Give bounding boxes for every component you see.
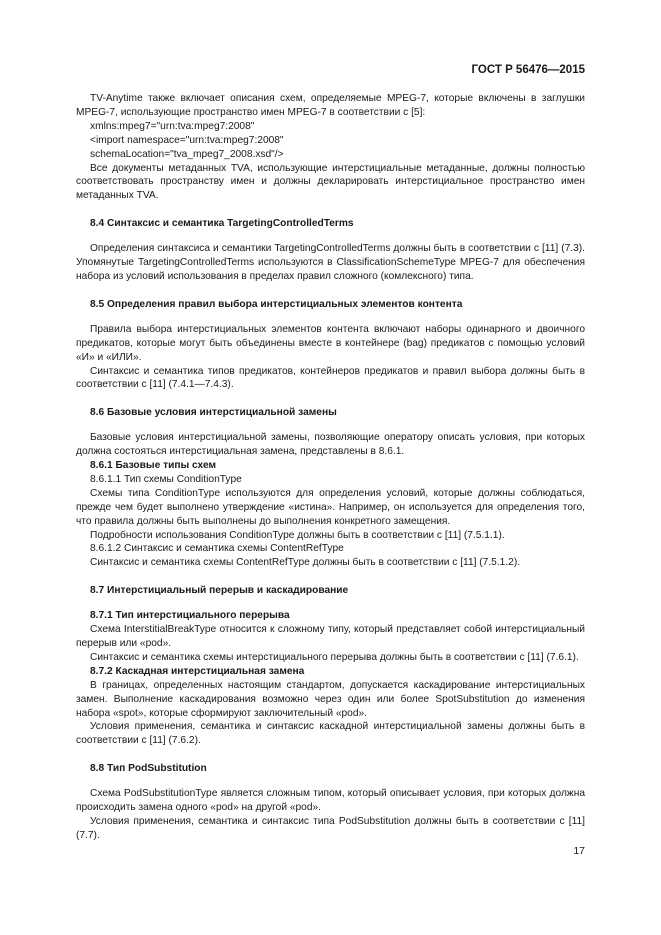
code-line: <import namespace="urn:tva:mpeg7:2008" bbox=[90, 134, 284, 146]
paragraph: Синтаксис и семантика типов предикатов, контейнеров предикатов и правил выбора должны быть в соответствии с [11] (7.4.1—7.4.3). bbox=[76, 365, 585, 391]
paragraph: Правила выбора интерстициальных элементов контента включают наборы одинарного и двоичного предикатов, которые могут быть объединены вместе в контейнере (bag) предикатов с помощью условий «И» и «ИЛИ». bbox=[76, 323, 585, 363]
section-heading-8-4: 8.4 Синтаксис и семантика TargetingControlledTerms bbox=[90, 218, 354, 230]
subsection-heading-8-7-1: 8.7.1 Тип интерстициального перерыва bbox=[90, 610, 290, 622]
paragraph: Все документы метаданных TVA, использующие интерстициальные метаданные, должны полностью соответствовать пространству имен и должны декларировать интерстициальное пространство имен метаданных TVA. bbox=[76, 162, 585, 202]
section-heading-8-6: 8.6 Базовые условия интерстициальной замены bbox=[90, 407, 337, 419]
paragraph: Синтаксис и семантика схемы интерстициального перерыва должны быть в соответствии с [11] (7.6.1). bbox=[90, 651, 579, 663]
paragraph: Определения синтаксиса и семантики TargetingControlledTerms должны быть в соответствии с [11] (7.3). Упомянутые TargetingControlledTerms используются в ClassificationSchemeType MPEG-7 для обеспечения набора из условий использования в пределах правил сложного (комлексного) типа. bbox=[76, 243, 585, 282]
section-heading-8-5: 8.5 Определения правил выбора интерстициальных элементов контента bbox=[90, 298, 463, 310]
subsection-heading-8-6-1-2: 8.6.1.2 Синтаксис и семантика схемы ContentRefType bbox=[90, 543, 344, 555]
paragraph: Условия применения, семантика и синтаксис каскадной интерстициальной замены должны быть в соответствии с [11] (7.6.2). bbox=[76, 721, 585, 747]
paragraph: Схема PodSubstitutionType является сложным типом, который описывает условия, при которых должна происходить замена одного «pod» на другой «pod». bbox=[76, 788, 585, 814]
section-heading-8-7: 8.7 Интерстициальный перерыв и каскадирование bbox=[90, 585, 349, 597]
section-heading-8-8: 8.8 Тип PodSubstitution bbox=[90, 763, 207, 775]
paragraph: Схема InterstitialBreakType относится к сложному типу, который представляет собой интерстициальный перерыв или «pod». bbox=[76, 624, 585, 649]
code-line: schemaLocation="tva_mpeg7_2008.xsd"/> bbox=[90, 148, 284, 160]
paragraph: TV-Anytime также включает описания схем, определяемые MPEG-7, которые включены в заглушки MPEG-7, использующие пространство имен MPEG-7 в соответствии с [5]: bbox=[76, 93, 585, 118]
subsection-heading-8-7-2: 8.7.2 Каскадная интерстициальная замена bbox=[90, 665, 305, 677]
document-number: ГОСТ Р 56476—2015 bbox=[471, 64, 585, 76]
paragraph: В границах, определенных настоящим стандартом, допускается каскадирование интерстициальных замен. Выполнение каскадирования возможно через один или более SpotSubstitution до изменения набора «spot», которые сформируют заключительный «pod». bbox=[76, 679, 585, 719]
paragraph: Синтаксис и семантика схемы ContentRefType должны быть в соответствии с [11] (7.5.1.2). bbox=[90, 557, 521, 569]
page-number: 17 bbox=[573, 845, 585, 857]
document-body bbox=[76, 92, 585, 843]
paragraph: Условия применения, семантика и синтаксис типа PodSubstitution должны быть в соответствии с [11] (7.7). bbox=[76, 815, 585, 841]
paragraph: Схемы типа ConditionType используются для определения условий, которые должны соблюдаться, прежде чем будет выполнено утверждение «истина». Например, он используется для определения того, что правила должны быть выполнены до выполнения конкретного замещения. bbox=[76, 487, 585, 527]
subsection-heading-8-6-1-1: 8.6.1.1 Тип схемы ConditionType bbox=[90, 473, 242, 485]
code-line: xmlns:mpeg7="urn:tva:mpeg7:2008" bbox=[90, 120, 255, 132]
subsection-heading-8-6-1: 8.6.1 Базовые типы схем bbox=[90, 460, 217, 472]
paragraph: Базовые условия интерстициальной замены, позволяющие оператору описать условия, при которых должна состояться интерстициальная замена, представлены в 8.6.1. bbox=[76, 432, 585, 458]
paragraph: Подробности использования ConditionType должны быть в соответствии с [11] (7.5.1.1). bbox=[90, 529, 505, 541]
